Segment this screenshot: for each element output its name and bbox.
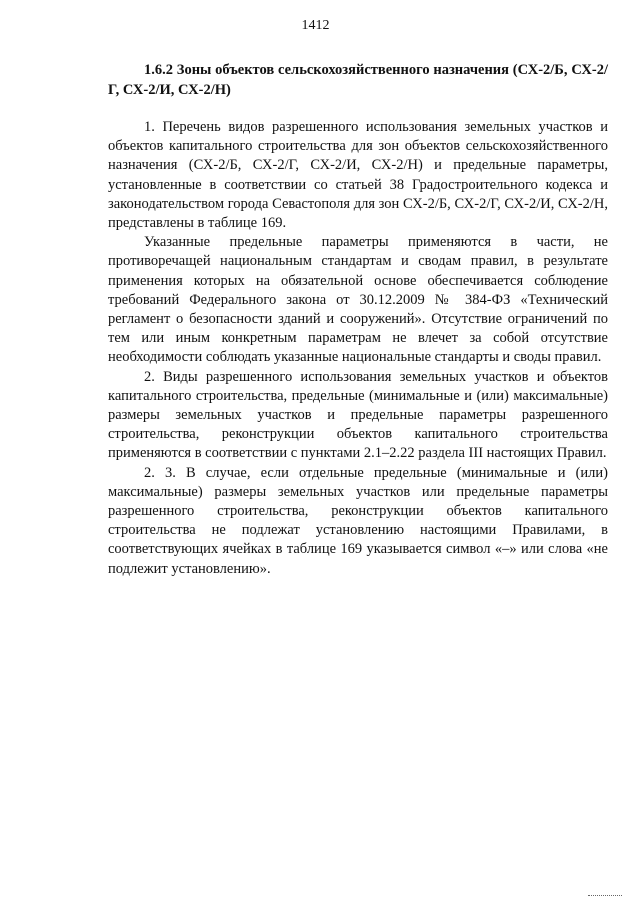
page-number: 1412 — [301, 18, 330, 33]
paragraph-4: 2. 3. В случае, если отдельные предельные (минимальные и (или) максимальные) размеры земельных участков или предельные параметры разрешенного строительства, реконструкции объектов капитального строительства не подлежат установлению настоящими Правилами, в соответствующих ячейках в таблице 169 указывается символ «–» или слова «не подлежит установлению». — [108, 464, 608, 577]
corner-mark — [588, 895, 622, 896]
document-body — [108, 60, 608, 579]
paragraph-2: Указанные предельные параметры применяются в части, не противоречащей национальным стандартам и сводам правил, в результате применения которых на обязательной основе обеспечивается соблюдение требований Федерального закона от 30.12.2009 № 384-ФЗ «Технический регламент о безопасности зданий и сооружений». Отсутствие ограничений по тем или иным конкретным параметрам не влечет за собой отсутствие необходимости соблюдать указанные национальные стандарты и своды правил. — [108, 234, 608, 366]
section-heading: 1.6.2 Зоны объектов сельскохозяйственного назначения (СХ-2/Б, СХ-2/Г, СХ-2/И, СХ-2/Н) — [108, 62, 608, 98]
paragraph-1: 1. Перечень видов разрешенного использования земельных участков и объектов капитального строительства для зон объектов сельскохозяйственного назначения (СХ-2/Б, СХ-2/Г, СХ-2/И, СХ-2/Н) и предельные параметры, установленные в соответствии со статьей 38 Градостроительного кодекса и законодательством города Севастополя для зон СХ-2/Б, СХ-2/Г, СХ-2/И, СХ-2/Н, представлены в таблице 169. — [108, 119, 608, 232]
paragraph-3: 2. Виды разрешенного использования земельных участков и объектов капитального строительства, предельные (минимальные и (или) максимальные) размеры земельных участков и предельные параметры разрешенного строительства, реконструкции объектов капитального строительства применяются в соответствии с пунктами 2.1–2.22 раздела III настоящих Правил. — [108, 368, 608, 462]
